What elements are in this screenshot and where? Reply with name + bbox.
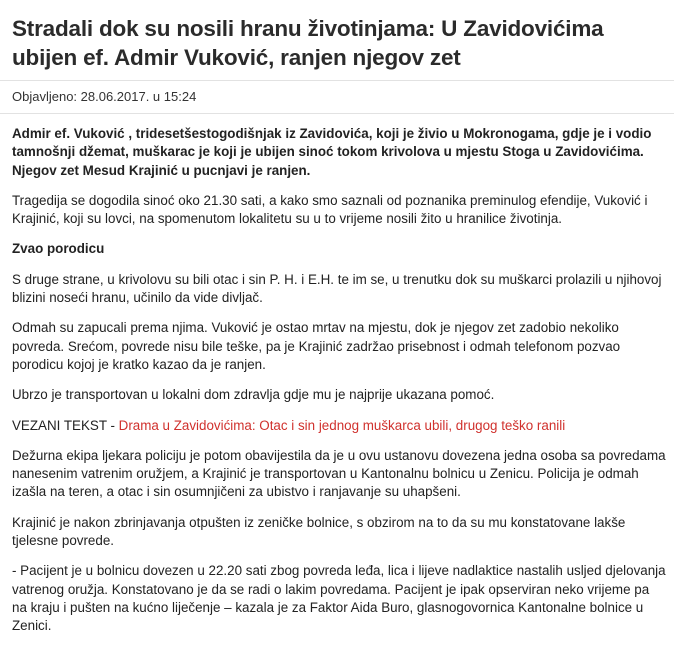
article-title: Stradali dok su nosili hranu životinjama: U Zavidovićima ubijen ef. Admir Vuković, ranjen njegov zet bbox=[12, 16, 604, 70]
related-label: VEZANI TEKST - bbox=[12, 417, 119, 433]
publish-date: Objavljeno: 28.06.2017. u 15:24 bbox=[12, 89, 197, 104]
paragraph-7: - Pacijent je u bolnicu dovezen u 22.20 sati zbog povreda leđa, lica i lijeve nadlaktice nastalih usljed djelovanja vatrenog oružja. Konstatovano je da se radi o lakim povredama. Pacijent je ipak opserviran neko vrijeme pa na kraju i pušten na kućno liječenje – kazala je za Faktor Aida Buro, glasnogovornica Kantonalne bolnice u Zenici. bbox=[12, 563, 666, 634]
article-body bbox=[12, 125, 666, 648]
article-lead: Admir ef. Vuković , tridesetšestogodišnjak iz Zavidovića, koji je živio u Mokronogama, gdje je i vodio tamnošnji džemat, muškarac je koji je ubijen sinoć tokom krivolova u mjestu Stoga u Zavidovićima. Njegov zet Mesud Krajinić u pucnjavi je ranjen. bbox=[12, 126, 652, 178]
divider-meta bbox=[0, 113, 674, 114]
subheading: Zvao porodicu bbox=[12, 241, 105, 257]
paragraph-4: Ubrzo je transportovan u lokalni dom zdravlja gdje mu je najprije ukazana pomoć. bbox=[12, 387, 495, 403]
paragraph-3: Odmah su zapucali prema njima. Vuković je ostao mrtav na mjestu, dok je njegov zet zadobio nekoliko povreda. Srećom, povrede nisu bile teške, pa je Krajinić zadržao prisebnost i odmah telefonom pozvao porodicu kojoj je kratko kazao da je ranjen. bbox=[12, 320, 621, 372]
related-article bbox=[12, 417, 666, 435]
related-article-link[interactable]: Drama u Zavidovićima: Otac i sin jednog muškarca ubili, drugog teško ranili bbox=[118, 417, 566, 433]
divider-top bbox=[0, 80, 674, 81]
paragraph-2: S druge strane, u krivolovu su bili otac i sin P. H. i E.H. te im se, u trenutku dok su muškarci prolazili u njihovoj blizini noseći hranu, učinilo da vide divljač. bbox=[12, 271, 662, 306]
paragraph-5: Dežurna ekipa ljekara policiju je potom obavijestila da je u ovu ustanovu dovezena jedna osoba sa povredama nanesenim vatrenim oružjem, a Krajinić je transportovan u Kantonalnu bolnicu u Zenicu. Policija je odmah izašla na teren, a otac i sin osumnjičeni za ubistvo i ranjavanje su uhapšeni. bbox=[12, 447, 666, 500]
paragraph-6: Krajinić je nakon zbrinjavanja otpušten iz zeničke bolnice, s obzirom na to da su mu konstatovane lakše tjelesne povrede. bbox=[12, 514, 626, 549]
paragraph-1: Tragedija se dogodila sinoć oko 21.30 sati, a kako smo saznali od poznanika preminulog efendije, Vuković i Krajinić, koji su lovci, na spomenutom lokalitetu su u to vrijeme nosili žito u hranilice životinja. bbox=[12, 192, 648, 227]
